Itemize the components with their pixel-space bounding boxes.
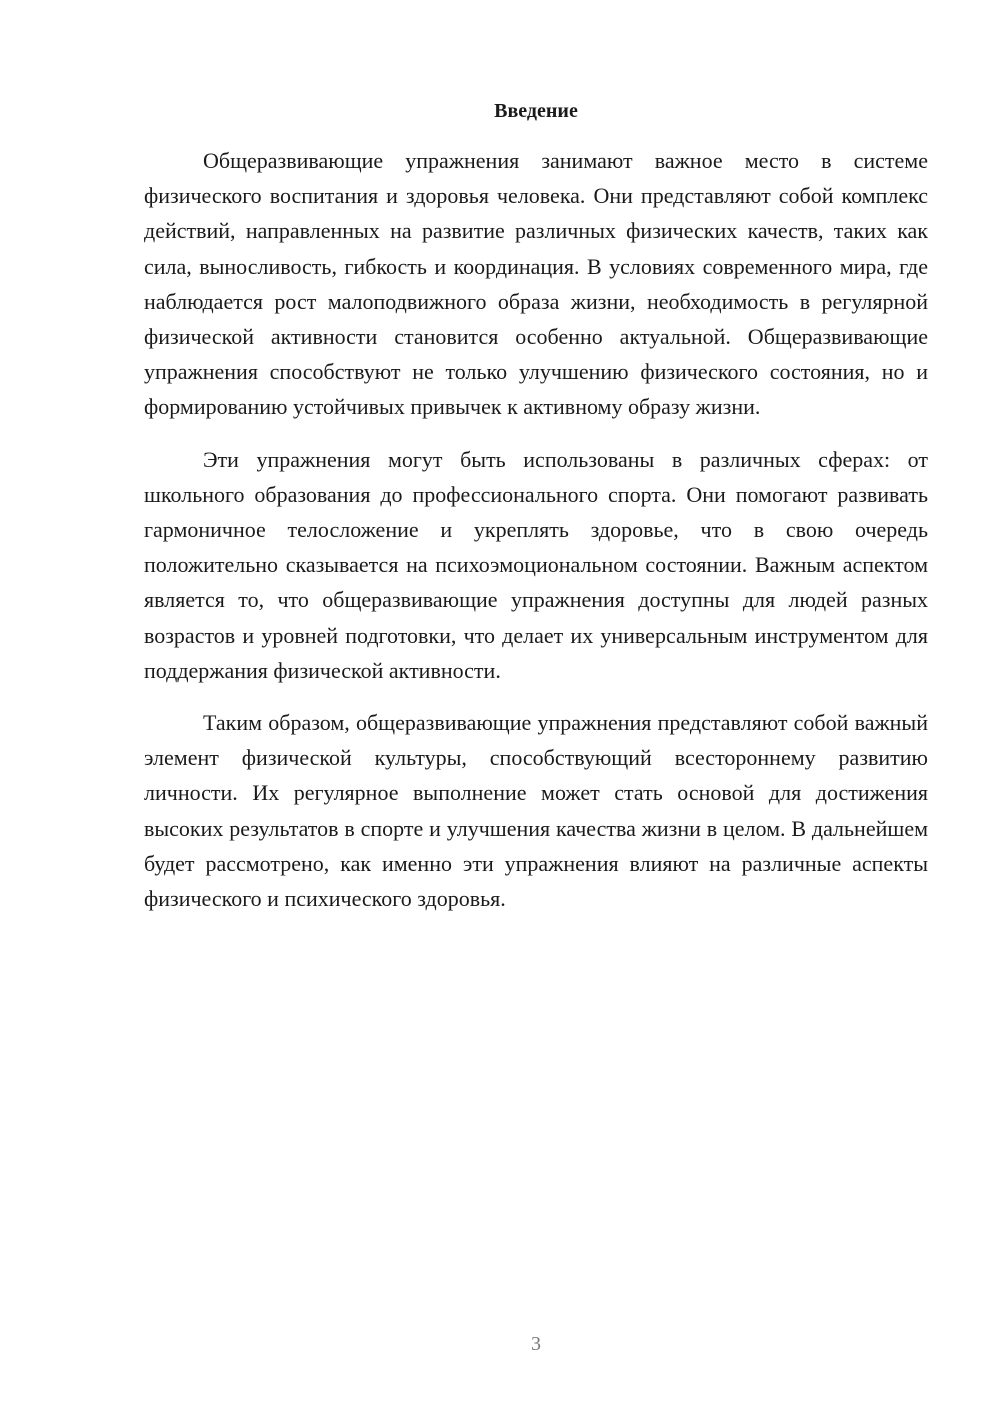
paragraph-1: Общеразвивающие упражнения занимают важное место в системе физического воспитания и здоровья человека. Они представляют собой комплекс действий, направленных на развитие различных физических качеств, таких как сила, выносливость, гибкость и координация. В условиях современного мира, где наблюдается рост малоподвижного образа жизни, необходимость в регулярной физической активности становится особенно актуальной. Общеразвивающие упражнения способствуют не только улучшению физического состояния, но и формированию устойчивых привычек к активному образу жизни. — [144, 148, 928, 420]
paragraph-3: Таким образом, общеразвивающие упражнения представляют собой важный элемент физической культуры, способствующий всестороннему развитию личности. Их регулярное выполнение может стать основой для достижения высоких результатов в спорте и улучшения качества жизни в целом. В дальнейшем будет рассмотрено, как именно эти упражнения влияют на различные аспекты физического и психического здоровья. — [144, 710, 928, 912]
page-number: 3 — [531, 1333, 541, 1355]
section-heading: Введение — [494, 100, 578, 122]
paragraph-2: Эти упражнения могут быть использованы в различных сферах: от школьного образования до профессионального спорта. Они помогают развивать гармоничное телосложение и укреплять здоровье, что в свою очередь положительно сказывается на психоэмоциональном состоянии. Важным аспектом является то, что общеразвивающие упражнения доступны для людей разных возрастов и уровней подготовки, что делает их универсальным инструментом для поддержания физической активности. — [144, 446, 928, 683]
body-text — [144, 143, 928, 933]
